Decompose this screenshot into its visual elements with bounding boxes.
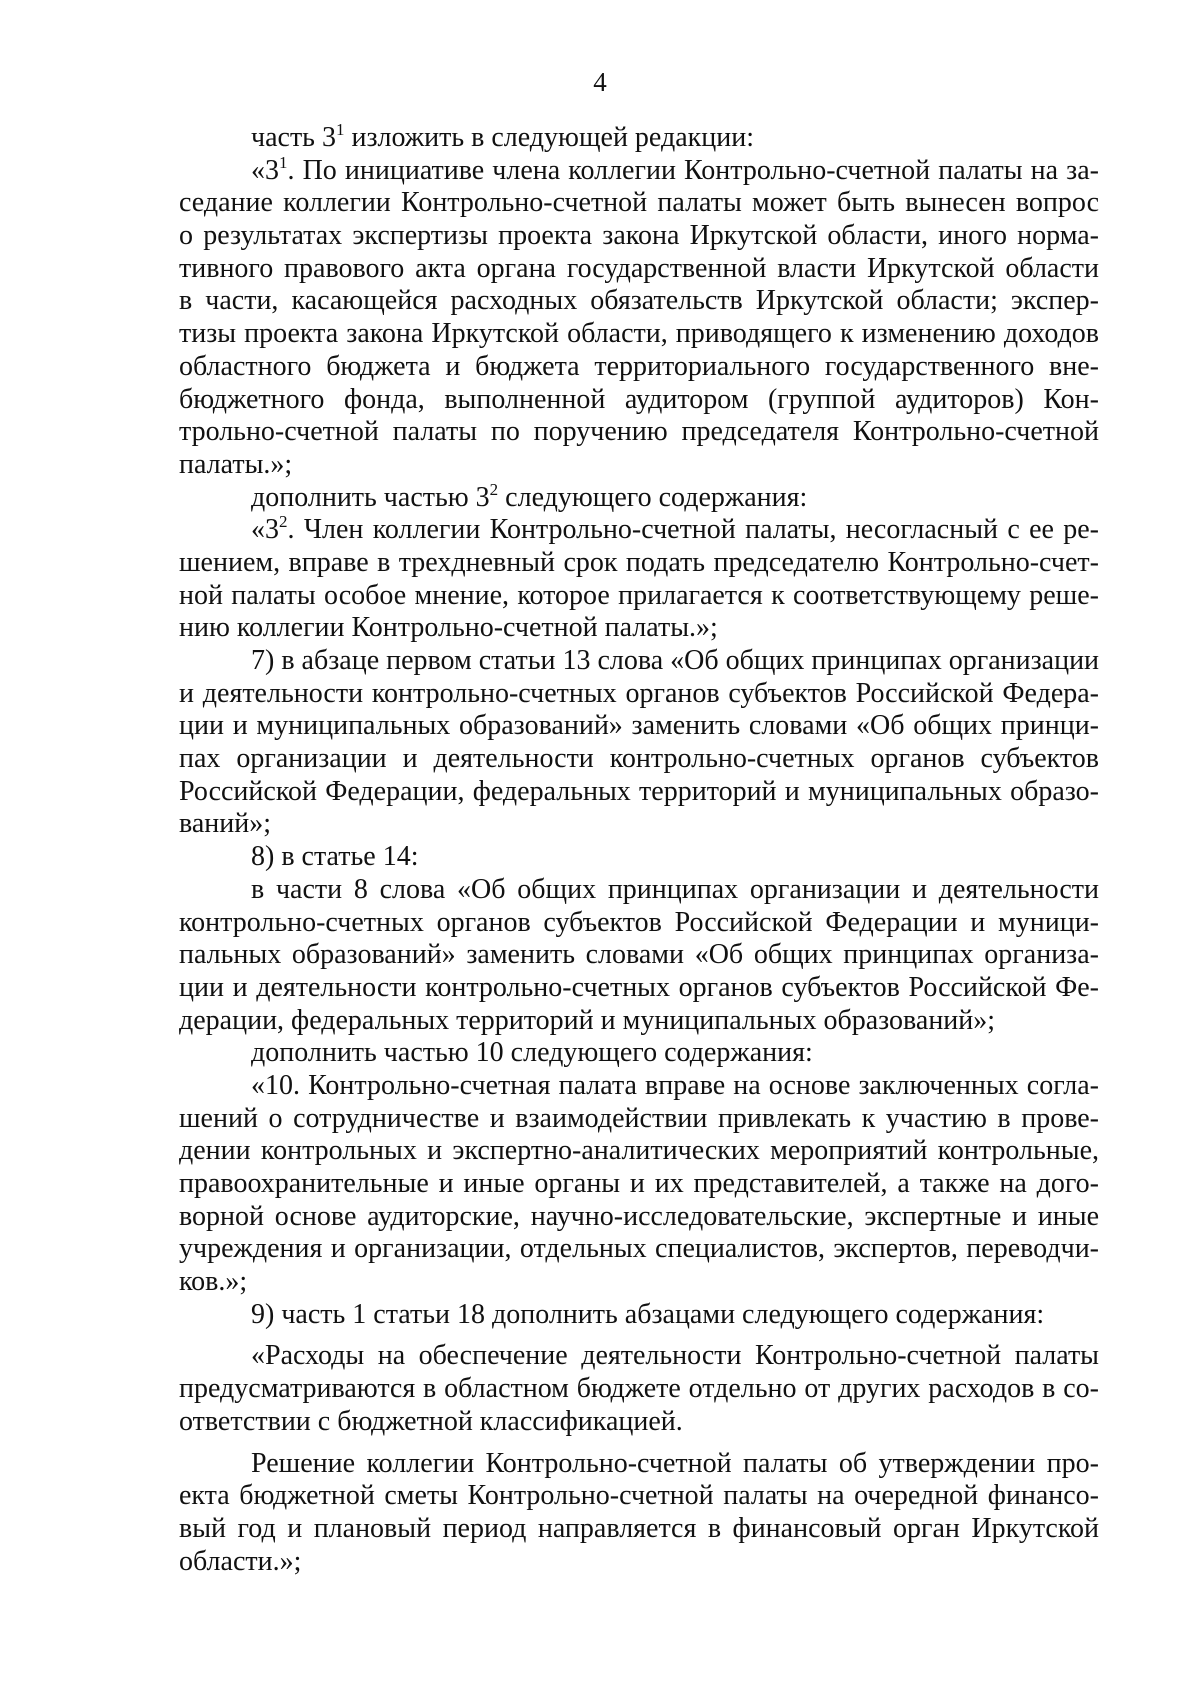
text-line [179,1480,1099,1513]
superscript-index: 1 [279,152,288,172]
text-line [179,1266,1099,1299]
text-line [179,1168,1099,1201]
line-text: дерации, федеральных территорий и муниципальных образований»; [179,1004,996,1036]
line-text: вый год и плановый период направляется в финансовый орган Иркутской [179,1512,1099,1544]
text-line [179,1005,1099,1038]
text-line [179,776,1099,809]
paragraph [179,645,1099,841]
text-line [179,580,1099,613]
line-text-tail: следующего содержания: [498,481,808,513]
line-text: контрольно-счетных органов субъектов Российской Федерации и муници- [179,906,1099,938]
document-body [179,122,1099,1578]
text-line [179,318,1099,351]
line-text: ции и деятельности контрольно-счетных органов субъектов Российской Фе- [179,971,1099,1003]
text-line [179,1546,1099,1579]
text-line [179,285,1099,318]
line-text: часть 3 [251,122,336,153]
line-text: 8) в статье 14: [251,841,419,873]
line-text: пальных образований» заменить словами «Об общих принципах организа- [179,939,1099,971]
text-line [179,678,1099,711]
line-text: о результатах экспертизы проекта закона Иркутской области, иного норма- [179,220,1099,252]
text-line [179,122,1099,155]
line-text: в части 8 слова «Об общих принципах организации и деятельности [251,873,1099,905]
line-text: учреждения и организации, отдельных специалистов, экспертов, переводчи- [179,1233,1099,1265]
line-text: «3 [251,154,279,186]
line-text: седание коллегии Контрольно-счетной палаты может быть вынесен вопрос [179,187,1099,219]
text-line [179,874,1099,907]
line-text: трольно-счетной палаты по поручению председателя Контрольно-счетной [179,416,1099,448]
text-line [179,1513,1099,1546]
text-line [179,220,1099,253]
line-text: шений о сотрудничестве и взаимодействии привлекать к участию в прове- [179,1102,1099,1134]
text-line [179,907,1099,940]
text-line [179,808,1099,841]
text-line [179,479,1099,515]
line-text: Российской Федерации, федеральных территорий и муниципальных образо- [179,775,1099,807]
line-text: 7) в абзаце первом статьи 13 слова «Об общих принципах организации [251,645,1100,676]
text-line [179,612,1099,645]
line-text: тивного правового акта органа государственной власти Иркутской области [179,252,1099,284]
superscript-index: 1 [335,120,345,139]
line-text: дении контрольных и экспертно-аналитических мероприятий контрольные, [179,1135,1099,1167]
text-line [179,841,1099,874]
line-text: шением, вправе в трехдневный срок подать председателю Контрольно-счет- [179,546,1099,578]
line-text: и деятельности контрольно-счетных органов субъектов Российской Федера- [179,677,1099,709]
paragraph [179,1448,1099,1579]
line-text-tail: . По инициативе члена коллегии Контрольно-счетной палаты на за- [287,154,1099,186]
text-line [179,743,1099,776]
text-line [179,152,1099,188]
paragraph [179,1070,1099,1299]
text-line [179,547,1099,580]
paragraph [179,479,1099,515]
text-line [179,416,1099,449]
line-text: «10. Контрольно-счетная палата вправе на основе заключенных согла- [251,1069,1099,1101]
paragraph [179,1340,1099,1438]
text-line [179,1373,1099,1406]
text-line [179,351,1099,384]
line-text: «3 [251,514,279,546]
line-text: правоохранительные и иные органы и их представителей, а также на дого- [179,1168,1099,1199]
line-text: ворной основе аудиторские, научно-исследовательские, экспертные и иные [179,1200,1099,1232]
line-text: ваний»; [179,808,272,840]
text-line [179,939,1099,972]
text-line [179,253,1099,286]
line-text: ции и муниципальных образований» заменить словами «Об общих принци- [179,710,1099,742]
text-line [179,972,1099,1005]
paragraph [179,152,1099,482]
line-text: в части, касающейся расходных обязательств Иркутской области; экспер- [179,285,1099,317]
text-line [179,1037,1099,1070]
line-text: Решение коллегии Контрольно-счетной палаты об утверждении про- [251,1447,1099,1479]
superscript-index: 2 [279,512,288,532]
line-text: нию коллегии Контрольно-счетной палаты.»; [179,612,718,644]
line-text: дополнить частью 3 [251,481,490,513]
text-line [179,1406,1099,1439]
line-text: пах организации и деятельности контрольно-счетных органов субъектов [179,743,1099,775]
paragraph [179,874,1099,1037]
text-line [179,514,1099,547]
page-number: 4 [593,67,607,97]
text-line [179,1201,1099,1234]
line-text: 9) часть 1 статьи 18 дополнить абзацами следующего содержания: [251,1298,1045,1330]
text-line [179,1448,1099,1481]
text-line [179,187,1099,220]
line-text: ной палаты особое мнение, которое прилагается к соответствующему реше- [179,579,1099,611]
text-line [179,1103,1099,1136]
text-line [179,1299,1099,1332]
text-line [179,1070,1099,1103]
line-text: палаты.»; [179,448,293,480]
text-line [179,710,1099,743]
line-text-tail: изложить в следующей редакции: [344,122,754,153]
line-text: екта бюджетной сметы Контрольно-счетной палаты на очередной финансо- [179,1480,1099,1512]
text-line [179,645,1099,678]
text-line [179,1135,1099,1168]
text-line [179,449,1099,482]
paragraph [179,122,1099,155]
superscript-index: 2 [489,479,499,499]
text-line [179,384,1099,417]
line-text: ответствии с бюджетной классификацией. [179,1405,683,1437]
paragraph [179,1299,1099,1332]
paragraph [179,841,1099,874]
line-text: предусматриваются в областном бюджете отдельно от других расходов в со- [179,1373,1099,1405]
text-line [179,1233,1099,1266]
line-text-tail: . Член коллегии Контрольно-счетной палаты, несогласный с ее ре- [287,514,1099,546]
line-text: ков.»; [179,1266,248,1298]
line-text: дополнить частью 10 следующего содержания: [251,1037,813,1069]
paragraph [179,1037,1099,1070]
line-text: тизы проекта закона Иркутской области, приводящего к изменению доходов [179,318,1099,350]
line-text: области.»; [179,1545,302,1577]
line-text: бюджетного фонда, выполненной аудитором (группой аудиторов) Кон- [179,383,1099,415]
line-text: «Расходы на обеспечение деятельности Контрольно-счетной палаты [251,1340,1099,1372]
paragraph [179,514,1099,645]
line-text: областного бюджета и бюджета территориального государственного вне- [179,350,1099,382]
text-line [179,1340,1099,1373]
